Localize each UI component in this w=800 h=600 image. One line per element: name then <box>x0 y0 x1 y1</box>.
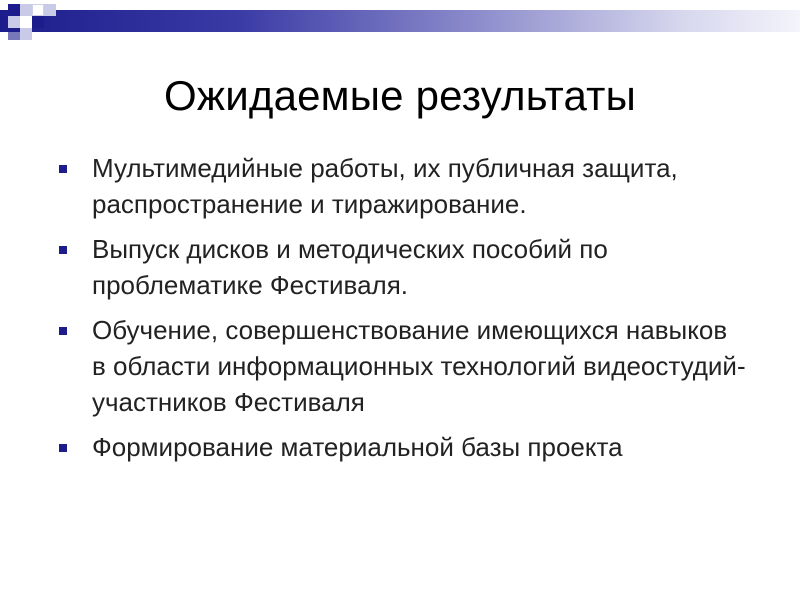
decor-square <box>20 28 32 40</box>
decor-square <box>32 16 44 28</box>
square-bullet-icon <box>59 246 67 254</box>
bullet-text: Формирование материальной базы проекта <box>92 432 623 462</box>
slide-title: Ожидаемые результаты <box>164 72 636 119</box>
bullet-text: Обучение, совершенствование имеющихся навыков в области информационных технологий видеостудий-участников Фестиваля <box>92 315 746 417</box>
decor-square <box>20 4 32 16</box>
decor-square <box>8 28 20 40</box>
list-item <box>56 231 746 303</box>
decor-square <box>44 4 56 16</box>
decor-square <box>20 16 32 28</box>
decor-square <box>8 16 20 28</box>
list-item <box>56 312 746 420</box>
decor-square <box>32 4 44 16</box>
square-bullet-icon <box>59 327 67 335</box>
bullet-text: Выпуск дисков и методических пособий по проблематике Фестиваля. <box>92 234 608 300</box>
header-gradient-band <box>0 10 800 32</box>
square-bullet-icon <box>59 165 67 173</box>
bullet-text: Мультимедийные работы, их публичная защита, распространение и тиражирование. <box>92 153 678 219</box>
decor-square <box>8 4 20 16</box>
list-item <box>56 429 746 465</box>
bullet-list <box>56 150 746 474</box>
square-bullet-icon <box>59 444 67 452</box>
list-item <box>56 150 746 222</box>
